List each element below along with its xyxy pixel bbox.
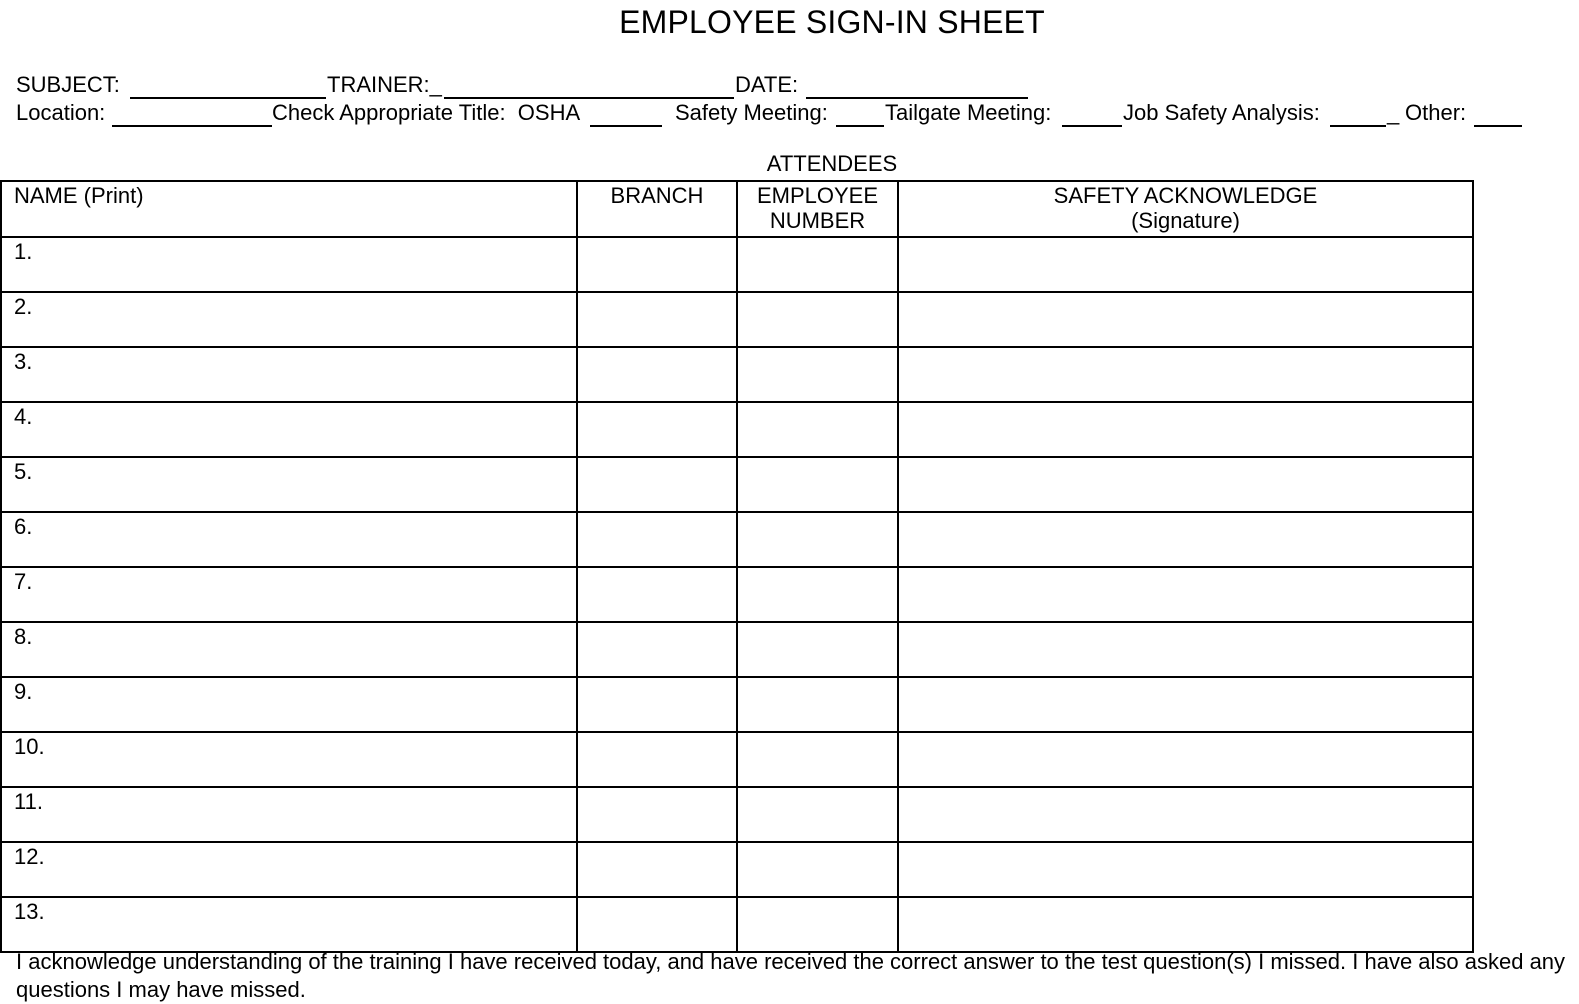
other-label: Other:: [1405, 100, 1467, 125]
row-number: 3.: [14, 349, 33, 374]
table-row: [1, 512, 1473, 567]
jsa-field[interactable]: [1330, 125, 1386, 127]
safety-meeting-label: Safety Meeting:: [675, 100, 828, 125]
branch-cell[interactable]: [577, 787, 737, 842]
other-field[interactable]: [1474, 125, 1522, 127]
branch-cell[interactable]: [577, 292, 737, 347]
row-number: 8.: [14, 624, 33, 649]
row-number: 9.: [14, 679, 33, 704]
attendees-table: [0, 180, 1474, 953]
signature-cell[interactable]: [898, 512, 1473, 567]
acknowledgement-line-1: I acknowledge understanding of the training I have received today, and have received the correct answer to the test question(s) I missed. I have also asked any: [16, 949, 1566, 974]
safety-header-line1: SAFETY ACKNOWLEDGE: [1053, 183, 1318, 208]
branch-cell[interactable]: [577, 897, 737, 952]
table-row: [1, 402, 1473, 457]
employee-number-column-header: [737, 181, 898, 237]
osha-field[interactable]: [590, 125, 662, 127]
date-field[interactable]: [806, 97, 1028, 99]
name-cell[interactable]: [1, 347, 577, 402]
table-row: [1, 897, 1473, 952]
name-column-header: [1, 181, 577, 237]
table-row: [1, 292, 1473, 347]
row-number: 7.: [14, 569, 33, 594]
signature-cell[interactable]: [898, 347, 1473, 402]
branch-cell[interactable]: [577, 567, 737, 622]
signature-cell[interactable]: [898, 677, 1473, 732]
table-row: [1, 842, 1473, 897]
employee-number-cell[interactable]: [737, 292, 898, 347]
name-cell[interactable]: [1, 622, 577, 677]
trainer-label: TRAINER:_: [327, 72, 442, 97]
safety-acknowledge-column-header: [898, 181, 1473, 237]
table-row: [1, 787, 1473, 842]
acknowledgement-statement: [16, 948, 1579, 1004]
table-row: [1, 677, 1473, 732]
name-cell[interactable]: [1, 897, 577, 952]
table-row: [1, 622, 1473, 677]
employee-number-cell[interactable]: [737, 512, 898, 567]
branch-cell[interactable]: [577, 347, 737, 402]
row-number: 13.: [14, 899, 45, 924]
tailgate-meeting-label: Tailgate Meeting:: [885, 100, 1052, 125]
name-cell[interactable]: [1, 677, 577, 732]
signature-cell[interactable]: [898, 787, 1473, 842]
employee-number-cell[interactable]: [737, 842, 898, 897]
signature-cell[interactable]: [898, 292, 1473, 347]
attendees-heading: ATTENDEES: [766, 151, 898, 176]
employee-number-cell[interactable]: [737, 237, 898, 292]
subject-label: SUBJECT:: [16, 72, 120, 97]
page-title: EMPLOYEE SIGN-IN SHEET: [619, 4, 1045, 40]
check-title-label: Check Appropriate Title: OSHA: [272, 100, 581, 125]
row-number: 10.: [14, 734, 45, 759]
name-cell[interactable]: [1, 512, 577, 567]
location-label: Location:: [16, 100, 106, 125]
branch-cell[interactable]: [577, 402, 737, 457]
branch-cell[interactable]: [577, 622, 737, 677]
signature-cell[interactable]: [898, 622, 1473, 677]
branch-header-text: BRANCH: [610, 183, 704, 208]
branch-cell[interactable]: [577, 677, 737, 732]
acknowledgement-line-2: questions I may have missed.: [16, 977, 306, 1002]
signature-cell[interactable]: [898, 842, 1473, 897]
signature-cell[interactable]: [898, 897, 1473, 952]
branch-cell[interactable]: [577, 457, 737, 512]
jsa-trailing-underscore: _: [1387, 100, 1400, 125]
employee-number-cell[interactable]: [737, 732, 898, 787]
subject-field[interactable]: [130, 97, 326, 99]
signature-cell[interactable]: [898, 732, 1473, 787]
table-row: [1, 732, 1473, 787]
branch-cell[interactable]: [577, 237, 737, 292]
row-number: 4.: [14, 404, 33, 429]
date-label: DATE:: [735, 72, 799, 97]
row-number: 6.: [14, 514, 33, 539]
name-cell[interactable]: [1, 457, 577, 512]
employee-number-cell[interactable]: [737, 622, 898, 677]
employee-number-cell[interactable]: [737, 787, 898, 842]
employee-number-header-line1: EMPLOYEE: [756, 183, 879, 208]
name-cell[interactable]: [1, 402, 577, 457]
branch-cell[interactable]: [577, 732, 737, 787]
location-field[interactable]: [112, 125, 272, 127]
jsa-label: Job Safety Analysis:: [1123, 100, 1320, 125]
table-row: [1, 237, 1473, 292]
employee-number-cell[interactable]: [737, 567, 898, 622]
row-number: 1.: [14, 239, 33, 264]
name-cell[interactable]: [1, 787, 577, 842]
signature-cell[interactable]: [898, 237, 1473, 292]
row-number: 2.: [14, 294, 33, 319]
branch-cell[interactable]: [577, 842, 737, 897]
safety-header-line2: (Signature): [1131, 208, 1240, 233]
name-cell[interactable]: [1, 842, 577, 897]
employee-number-cell[interactable]: [737, 457, 898, 512]
row-number: 12.: [14, 844, 45, 869]
row-number: 11.: [14, 789, 43, 814]
signature-cell[interactable]: [898, 402, 1473, 457]
branch-column-header: [577, 181, 737, 237]
tailgate-meeting-field[interactable]: [1062, 125, 1122, 127]
employee-number-cell[interactable]: [737, 677, 898, 732]
table-row: [1, 457, 1473, 512]
signature-cell[interactable]: [898, 567, 1473, 622]
trainer-field[interactable]: [444, 97, 734, 99]
name-cell[interactable]: [1, 732, 577, 787]
employee-number-cell[interactable]: [737, 402, 898, 457]
row-number: 5.: [14, 459, 33, 484]
table-header-row: [1, 181, 1473, 237]
name-cell[interactable]: [1, 237, 577, 292]
branch-cell[interactable]: [577, 512, 737, 567]
table-row: [1, 567, 1473, 622]
employee-number-header-line2: NUMBER: [769, 208, 866, 233]
name-header-text: NAME (Print): [14, 183, 144, 208]
employee-number-cell[interactable]: [737, 897, 898, 952]
name-cell[interactable]: [1, 292, 577, 347]
safety-meeting-field[interactable]: [836, 125, 884, 127]
signature-cell[interactable]: [898, 457, 1473, 512]
name-cell[interactable]: [1, 567, 577, 622]
employee-number-cell[interactable]: [737, 347, 898, 402]
table-row: [1, 347, 1473, 402]
